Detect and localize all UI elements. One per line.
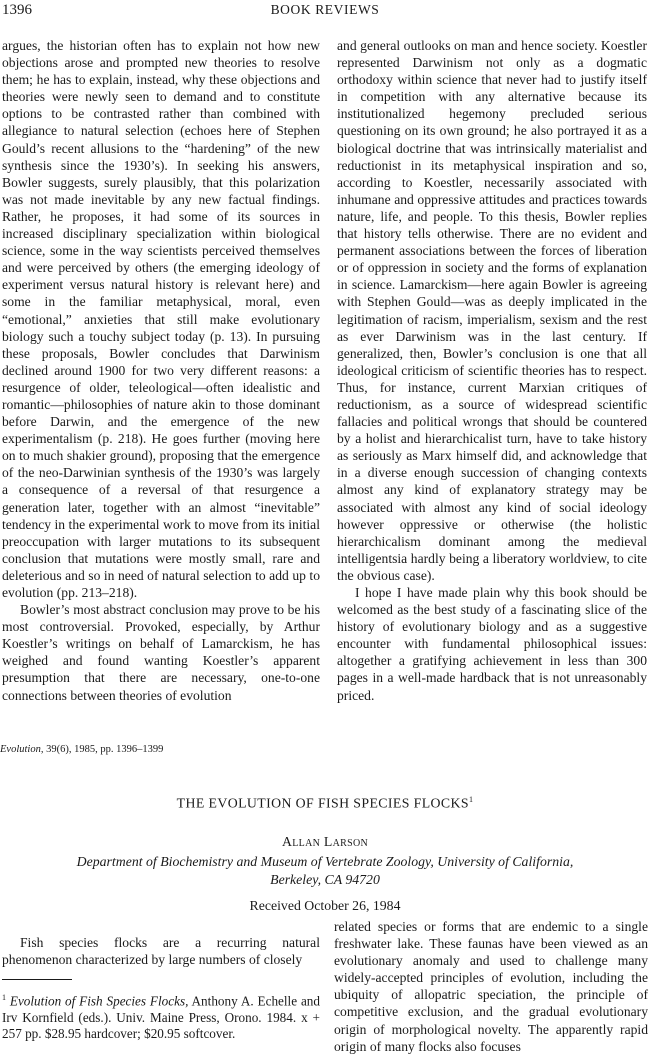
affiliation-line: Berkeley, CA 94720 <box>270 872 380 887</box>
review-paragraph: argues, the historian often has to explain not how new objections arose and prompted new theories to resolve them; he has to explain, instead, why these objections and theories were newly seen to demand and to constitute options to be contrasted rather than combined with allegiance to natural selection (echoes here of Stephen Gould’s recent allusions to the “hardening” of the new synthesis since the 1930’s). In seeking his answers, Bowler suggests, surely plausibly, that this polarization was not made inevitable by any new factual findings. Rather, he proposes, it had some of its sources in increased disciplinary specialization within biological science, some in the way scientists perceived themselves and were perceived by others (the emerging ideology of experiment versus natural history is relevant here) and some in the familiar metaphysical, moral, even “emotional,” anxieties that still make evolutionary biology such a touchy subject today (p. 13). In pursuing these proposals, Bowler concludes that Darwinism declined around 1900 for two very different reasons: a resurgence of older, teleological—often idealistic and romantic—philosophies of nature akin to those dominant before Darwin, and the emergence of the new experimentalism (p. 218). He goes further (moving here on to much shakier ground), proposing that the emergence of the neo-Darwinian synthesis of the 1930’s was largely a consequence of a reversal of that resurgence a generation later, together with an almost “inevitable” tendency in the experimental work to move from its initial preoccupation with larger mutations to its subsequent conclusion that mutations were mostly small, rare and deleterious and so in need of natural selection to add up to evolution (pp. 213–218). <box>2 38 320 600</box>
citation-details: 39(6), 1985, pp. 1396–1399 <box>46 744 164 755</box>
footnote-text: Anthony A. Echelle and Irv Kornfield (eds.). Univ. Maine Press, Orono. 1984. x + 257 pp. $28.95 hardcover; $20.95 softcover. <box>2 993 320 1042</box>
citation-journal: Evolution, <box>0 744 44 755</box>
journal-citation <box>0 744 163 755</box>
running-head: BOOK REVIEWS <box>270 2 380 17</box>
author-affiliation <box>0 853 650 889</box>
review-paragraph: Bowler’s most abstract conclusion may prove to be his most controversial. Provoked, especially, by Arthur Koestler’s writings on behalf of Lamarckism, he has weighed and found wanting Koestler’s apparent presumption that there are necessary, one-to-one connections between theories of evolution <box>2 602 320 703</box>
footnote-mark: 1 <box>2 993 6 1002</box>
article-title-text: THE EVOLUTION OF FISH SPECIES FLOCKS <box>176 795 469 811</box>
received-date: Received October 26, 1984 <box>249 898 401 913</box>
page-number: 1396 <box>2 2 32 18</box>
review-right-column <box>337 37 647 704</box>
review-left-column <box>2 37 320 704</box>
body-paragraph: Fish species flocks are a recurring natural phenomenon characterized by large numbers of closely <box>2 935 320 968</box>
article-title <box>0 795 650 812</box>
footnote-divider <box>2 979 72 980</box>
article-author: Allan Larson <box>282 834 368 849</box>
review-paragraph: and general outlooks on man and hence society. Koestler represented Darwinism not only as a dogmatic orthodoxy within science that never had to justify itself in competition with any alternative because its institutionalized hegemony precluded serious questioning on its own ground; he also portrayed it as a biological doctrine that was intrinsically materialist and reductionist in its metaphysical inspiration and so, according to Koestler, necessarily associated with inhumane and oppressive attitudes and practices towards nature, life, and people. To this thesis, Bowler replies that history tells otherwise. There are no evident and permanent associations between the forces of liberation or of oppression in society and the forms of explanation in science. Lamarckism—here again Bowler is agreeing with Stephen Gould—was as deeply implicated in the legitimation of racism, imperialism, sexism and the rest as ever Darwinism was in the last century. If generalized, then, Bowler’s conclusion is one that all ideological criticism of scientific theories has to respect. Thus, for instance, current Marxian critiques of reductionism, as a source of widespread scientific fallacies and political wrongs that should be countered by a holist and hierarchicalist turn, have to take history as seriously as Marx himself did, and acknowledge that in a diverse enough succession of changing contexts almost any kind of explanatory strategy may be associated with almost any kind of social ideology however oppressive or otherwise (the holistic hierarchicalism dominant among the medieval intelligentsia hardly being a liberatory worldview, to cite the obvious case). <box>337 38 647 583</box>
title-footnote-mark: 1 <box>468 795 474 804</box>
body-paragraph: related species or forms that are endemic to a single freshwater lake. These faunas have been viewed as an evolutionary anomaly and used to challenge many widely-accepted principles of evolution, including the ubiquity of allopatric speciation, the principle of competitive exclusion, and the gradual evolutionary origin of morphological novelty. The apparently rapid origin of many flocks also focuses <box>334 919 648 1054</box>
affiliation-line: Department of Biochemistry and Museum of Vertebrate Zoology, University of California, <box>76 854 574 869</box>
page-header <box>2 2 648 22</box>
review-paragraph: I hope I have made plain why this book should be welcomed as the best study of a fascinating slice of the history of evolutionary biology and as a suggestive encounter with fundamental philosophical issues: altogether a gratifying achievement in less than 300 pages in a well-made hardback that is not unreasonably priced. <box>337 585 647 703</box>
article-body-right <box>334 918 648 1055</box>
footnote <box>2 990 320 1043</box>
article-body-left <box>2 934 320 968</box>
footnote-book-title: Evolution of Fish Species Flocks, <box>9 993 189 1009</box>
